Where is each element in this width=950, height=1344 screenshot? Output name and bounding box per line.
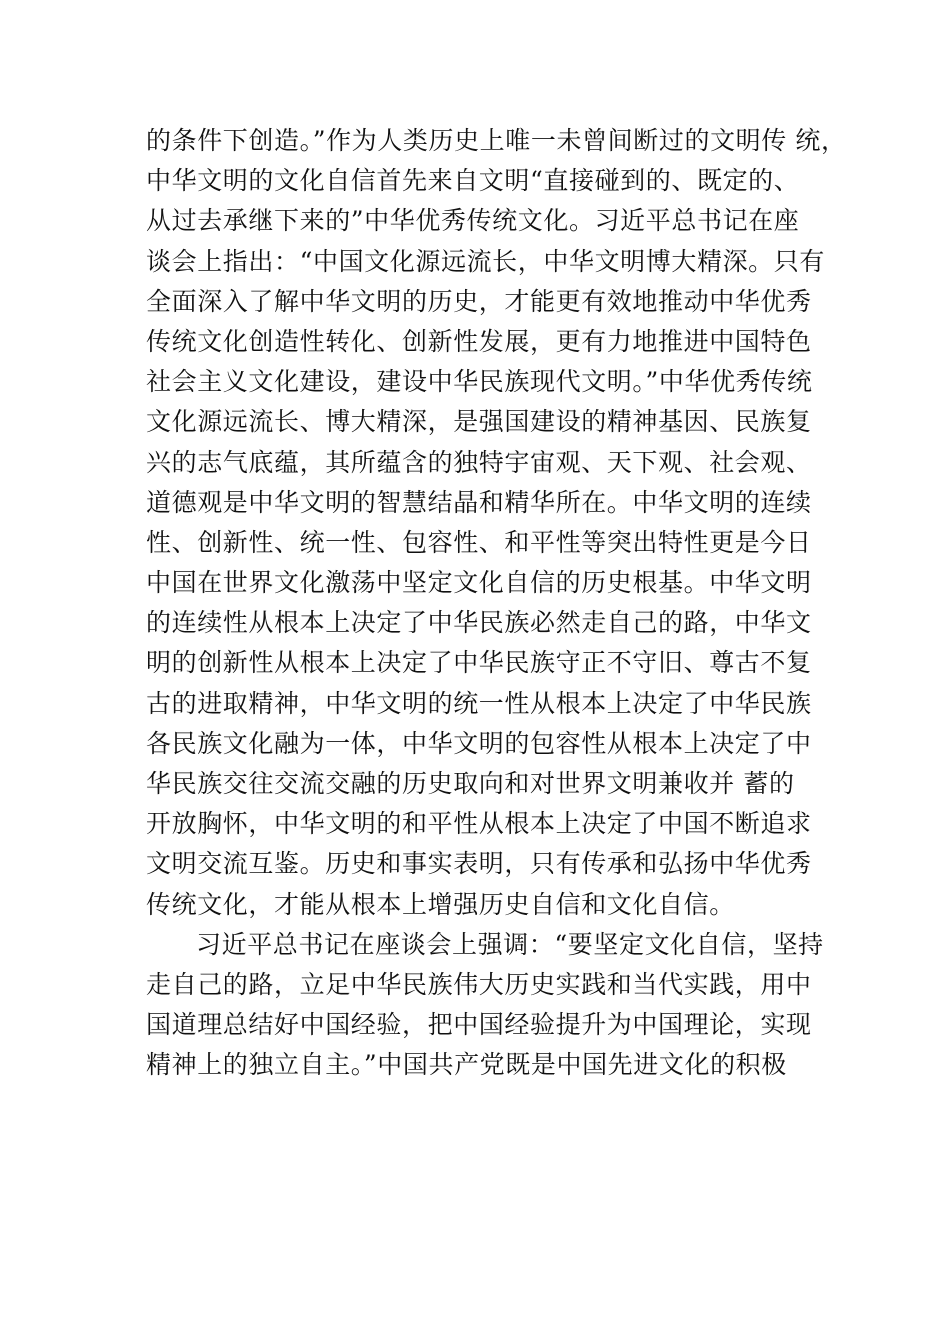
text-line: 全面深入了解中华文明的历史，才能更有效地推动中华优秀 [146,286,812,316]
paragraph-1 [146,121,847,925]
text-line: 道德观是中华文明的智慧结晶和精华所在。中华文明的连续 [146,487,812,517]
text-line: 中国在世界文化激荡中坚定文化自信的历史根基。中华文明 [146,568,812,598]
text-line: 中华文明的文化自信首先来自文明“直接碰到的、既定的、 [146,166,800,196]
text-line: 文化源远流长、博大精深，是强国建设的精神基因、民族复 [146,407,812,437]
text-line: 的条件下创造。”作为人类历史上唯一未曾间断过的文明传 统， [146,126,847,155]
text-line: 走自己的路，立足中华民族伟大历史实践和当代实践，用中 [146,969,812,999]
text-line: 传统文化创造性转化、创新性发展，更有力地推进中国特色 [146,326,812,356]
text-line: 谈会上指出：“中国文化源远流长，中华文明博大精深。只有 [146,246,825,276]
text-line: 开放胸怀，中华文明的和平性从根本上决定了中国不断追求 [146,809,812,839]
text-line: 兴的志气底蕴，其所蕴含的独特宇宙观、天下观、社会观、 [146,447,812,477]
text-line: 性、创新性、统一性、包容性、和平性等突出特性更是今日 [146,527,812,557]
text-line: 古的进取精神，中华文明的统一性从根本上决定了中华民族 [146,688,812,718]
document-body [146,121,847,1086]
text-line: 明的创新性从根本上决定了中华民族守正不守旧、尊古不复 [146,648,812,678]
text-line: 各民族文化融为一体，中华文明的包容性从根本上决定了中 [146,728,812,758]
text-line-indented: 习近平总书记在座谈会上强调：“要坚定文化自信，坚持 [196,929,824,959]
text-line: 国道理总结好中国经验，把中国经验提升为中国理论，实现 [146,1010,812,1040]
text-line: 从过去承继下来的”中华优秀传统文化。习近平总书记在座 [146,206,800,236]
text-line: 文明交流互鉴。历史和事实表明，只有传承和弘扬中华优秀 [146,849,812,879]
text-line: 华民族交往交流交融的历史取向和对世界文明兼收并 蓄的 [146,769,795,798]
text-line: 精神上的独立自主。”中国共产党既是中国先进文化的积极 [146,1050,787,1080]
text-line: 社会主义文化建设，建设中华民族现代文明。”中华优秀传统 [146,367,813,397]
paragraph-2 [146,925,836,1086]
text-line: 的连续性从根本上决定了中华民族必然走自己的路，中华文 [146,608,812,638]
text-line: 传统文化，才能从根本上增强历史自信和文化自信。 [146,889,735,919]
